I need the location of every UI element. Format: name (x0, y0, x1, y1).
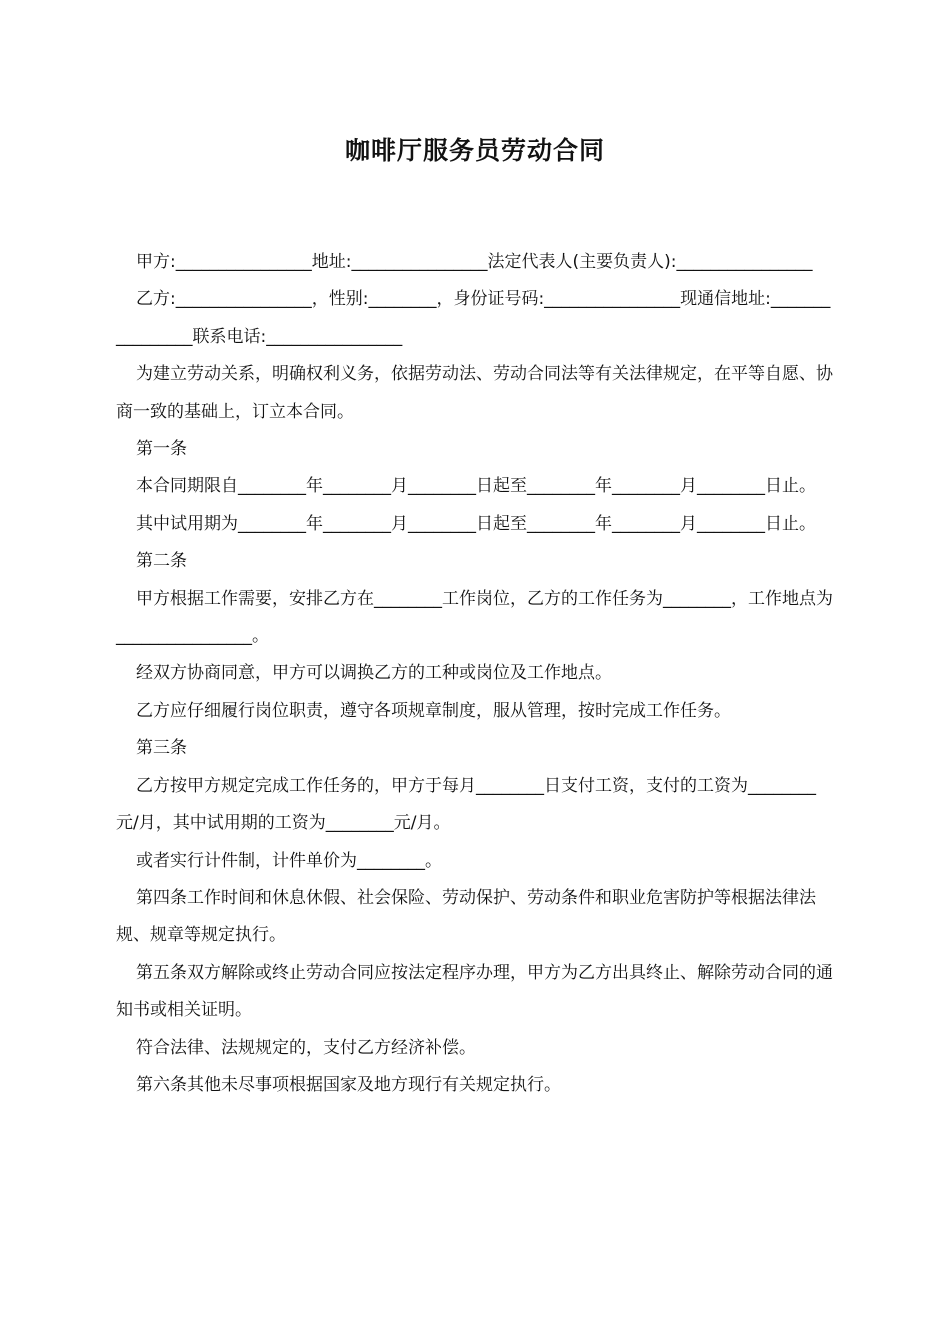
compensation-paragraph: 符合法律、法规规定的，支付乙方经济补偿。 (136, 1037, 476, 1058)
party-b-line: 乙方:________________，性别:________，身份证号码:________________现通信地址:________________联系电话:________________ (116, 289, 831, 347)
article-4-paragraph: 第四条工作时间和休息休假、社会保险、劳动保护、劳动条件和职业危害防护等根据法律法规、规章等规定执行。 (116, 887, 816, 946)
preamble-paragraph: 为建立劳动关系，明确权利义务，依据劳动法、劳动合同法等有关法律规定，在平等自愿、协商一致的基础上，订立本合同。 (116, 364, 833, 422)
contract-term-paragraph: 本合同期限自________年________月________日起至________年________月________日止。 (136, 476, 816, 497)
document-title: 咖啡厅服务员劳动合同 (344, 136, 605, 165)
party-a-line: 甲方:________________地址:________________法定代表人(主要负责人):________________ (136, 252, 813, 272)
salary-paragraph: 乙方按甲方规定完成工作任务的，甲方于每月________日支付工资，支付的工资为________元/月，其中试用期的工资为________元/月。 (116, 775, 816, 834)
article-6-paragraph: 第六条其他未尽事项根据国家及地方现行有关规定执行。 (136, 1074, 561, 1095)
duties-paragraph: 乙方应仔细履行岗位职责，遵守各项规章制度，服从管理，按时完成工作任务。 (136, 700, 731, 721)
job-change-paragraph: 经双方协商同意，甲方可以调换乙方的工种或岗位及工作地点。 (136, 663, 612, 684)
article-5-paragraph: 第五条双方解除或终止劳动合同应按法定程序办理，甲方为乙方出具终止、解除劳动合同的通知书或相关证明。 (116, 962, 833, 1021)
job-position-paragraph: 甲方根据工作需要，安排乙方在________工作岗位，乙方的工作任务为________，工作地点为________________。 (116, 588, 833, 647)
probation-paragraph: 其中试用期为________年________月________日起至________年________月________日止。 (136, 513, 816, 534)
document-body (116, 244, 836, 1104)
piece-rate-paragraph: 或者实行计件制，计件单价为________。 (136, 850, 442, 871)
article-3-heading: 第三条 (136, 738, 187, 759)
article-2-heading: 第二条 (136, 551, 187, 572)
article-1-heading: 第一条 (136, 439, 187, 460)
